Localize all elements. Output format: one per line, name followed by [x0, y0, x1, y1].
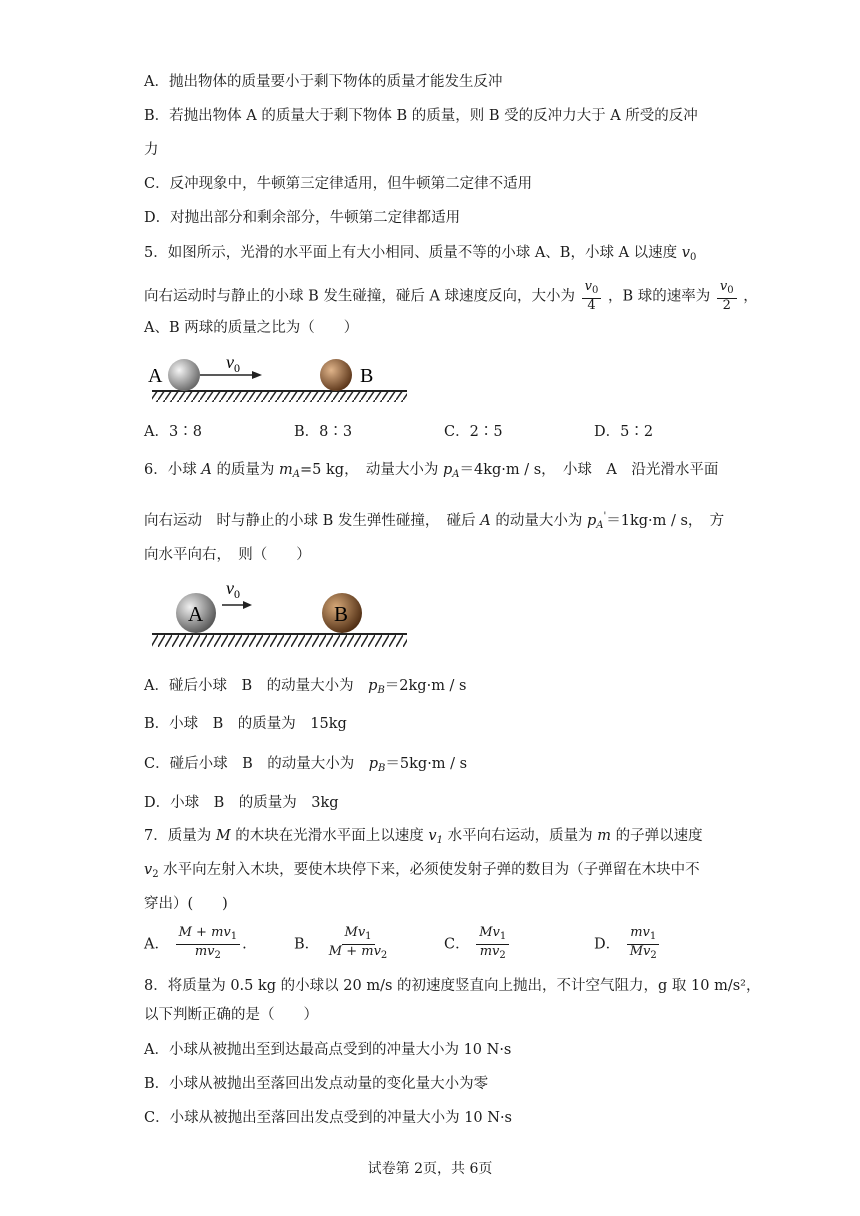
q5-stem-text: ，B 球的速率为	[608, 288, 711, 305]
q6-stem-line3: 向水平向右， 则（ ）	[144, 547, 311, 563]
q6-stem-line2: 向右运动 时与静止的小球 B 发生弹性碰撞， 碰后 A 的动量大小为 $p_A'=1kg\cdot m / s$， 方	[144, 511, 725, 531]
q5-stem-line3: A、B 两球的质量之比为（ ）	[144, 320, 359, 336]
q5-stem-line2	[144, 280, 758, 313]
q4-option-b-line2: 力	[144, 142, 159, 158]
q6-option-a-value: ＝2kg·m / s	[384, 678, 467, 694]
q6-option-a: A．碰后小球 B 的动量大小为 $p_B=2kg\cdot m / s$	[144, 678, 467, 696]
q6-stem-text: 的动量大小为	[495, 513, 587, 529]
q5-option-c: C．2∶5	[444, 424, 503, 440]
q7-option-d	[594, 926, 662, 963]
q8-stem-line2: 以下判断正确的是（ ）	[144, 1007, 318, 1023]
q7-option-d-fraction: $\frac{mv_1}{Mv_2}$	[627, 926, 660, 963]
q6-stem-text: ＝4kg·m / s， 小球 A 沿光滑水平面	[459, 462, 719, 478]
q8-option-c: C．小球从被抛出至落回出发点受到的冲量大小为 10 N·s	[144, 1110, 512, 1126]
q5-stem-text: 5．如图所示，光滑的水平面上有大小相同、质量不等的小球 A、B，小球 A 以速度	[144, 245, 682, 261]
q8-option-a: A．小球从被抛出至到达最高点受到的冲量大小为 10 N·s	[144, 1042, 512, 1058]
q5-fraction-b: $\frac{v_0}{2}$	[717, 280, 737, 313]
q7-option-c-label: C．	[444, 936, 470, 953]
velocity-label: $v_0$	[226, 352, 240, 375]
ball-b	[320, 359, 352, 391]
q6-stem-text: =5 kg， 动量大小为	[300, 462, 443, 478]
ball-b-label: B	[360, 365, 374, 387]
q7-option-b	[294, 926, 392, 963]
q5-stem-text: 向右运动时与静止的小球 B 发生碰撞，碰后 A 球速度反向，大小为	[144, 288, 576, 305]
q6-option-a-text: A．碰后小球 B 的动量大小为	[144, 678, 369, 694]
q6-stem-text: ＝1kg·m / s， 方	[606, 513, 725, 529]
velocity-label: $v_0$	[226, 578, 240, 601]
q5-option-d: D．5∶2	[594, 424, 654, 440]
q5-option-a: A．3∶8	[144, 424, 202, 440]
q6-stem-text: 6．小球	[144, 462, 202, 478]
ground-hatching	[152, 392, 407, 402]
ball-a-label: A	[188, 602, 204, 626]
q6-option-b: B．小球 B 的质量为 15kg	[144, 716, 347, 732]
q6-option-c-value: ＝5kg·m / s	[385, 756, 468, 772]
q7-stem-text: 水平向右运动，质量为	[443, 828, 598, 844]
q7-option-a: A． $\frac{M + mv_1}{mv_2}$ .	[144, 925, 247, 961]
ball-b-label: B	[334, 602, 349, 626]
q7-stem-text: 7．质量为	[144, 828, 216, 844]
q7-option-c	[444, 926, 511, 963]
q6-stem-text: 向右运动 时与静止的小球 B 发生弹性碰撞， 碰后	[144, 513, 481, 529]
q6-stem-line1: 6．小球 A 的质量为 $m_A=5$ kg， 动量大小为 $p_A=4kg\cdot m / s$， 小球 A 沿光滑水平面	[144, 462, 719, 480]
q7-option-b-fraction: $\frac{Mv_1}{M + mv_2}$	[328, 925, 388, 961]
q7-option-a-fraction: $\frac{M + mv_1}{mv_2}$	[176, 926, 241, 963]
q7-stem-text: 的子弹以速度	[610, 828, 703, 844]
arrow-head-icon	[252, 371, 262, 379]
q7-stem-text: 的木块在光滑水平面上以速度	[230, 828, 429, 844]
q4-option-d: D．对抛出部分和剩余部分，牛顿第二定律都适用	[144, 210, 461, 226]
q6-figure	[144, 575, 414, 655]
q6-option-c: C．碰后小球 B 的动量大小为 $p_B=5kg\cdot m / s$	[144, 756, 468, 774]
q7-stem-text: 水平向左射入木块，要使木块停下来，必须使发射子弹的数目为（子弹留在木块中不	[158, 862, 700, 878]
q7-option-b-label: B．	[294, 936, 320, 953]
arrow-head-icon	[243, 601, 252, 609]
q7-option-d-label: D．	[594, 936, 621, 953]
q7-stem-line3: 穿出）( )	[144, 896, 228, 912]
q5-stem-text: ，	[743, 288, 758, 305]
ball-a-label: A	[148, 365, 163, 387]
q7-option-c-fraction: $\frac{Mv_1}{mv_2}$	[476, 926, 509, 963]
q4-option-b-line1: B．若抛出物体 A 的质量大于剩下物体 B 的质量，则 B 受的反冲力大于 A 所受的反冲	[144, 108, 698, 124]
page-footer: 试卷第 2页，共 6页	[367, 1161, 493, 1177]
q7-option-a-label: A．	[144, 936, 169, 953]
q4-option-c: C．反冲现象中，牛顿第三定律适用，但牛顿第二定律不适用	[144, 176, 533, 192]
q6-option-d: D．小球 B 的质量为 3kg	[144, 795, 339, 811]
q4-option-a: A．抛出物体的质量要小于剩下物体的质量才能发生反冲	[144, 74, 503, 90]
q5-stem-line1: 5．如图所示，光滑的水平面上有大小相同、质量不等的小球 A、B，小球 A 以速度 $v_0$	[144, 245, 697, 263]
q7-stem-line1: 7．质量为 M 的木块在光滑水平面上以速度 $v_1$ 水平向右运动，质量为 m 的子弹以速度	[144, 828, 703, 846]
q8-stem-line1: 8．将质量为 0.5 kg 的小球以 20 m/s 的初速度竖直向上抛出，不计空气阻力，g 取 10 m/s²，	[144, 978, 761, 994]
q6-stem-text: 的质量为	[216, 462, 280, 478]
q8-option-b: B．小球从被抛出至落回出发点动量的变化量大小为零	[144, 1076, 489, 1092]
ground-hatching	[152, 635, 407, 647]
ball-a	[168, 359, 200, 391]
q5-figure	[144, 350, 414, 406]
q5-fraction-a: $\frac{v_0}{4}$	[582, 280, 602, 313]
q5-option-b: B．8∶3	[294, 424, 353, 440]
q7-stem-line2: $v_2$ 水平向左射入木块，要使木块停下来，必须使发射子弹的数目为（子弹留在木块中不	[144, 862, 700, 880]
q6-option-c-text: C．碰后小球 B 的动量大小为	[144, 756, 369, 772]
